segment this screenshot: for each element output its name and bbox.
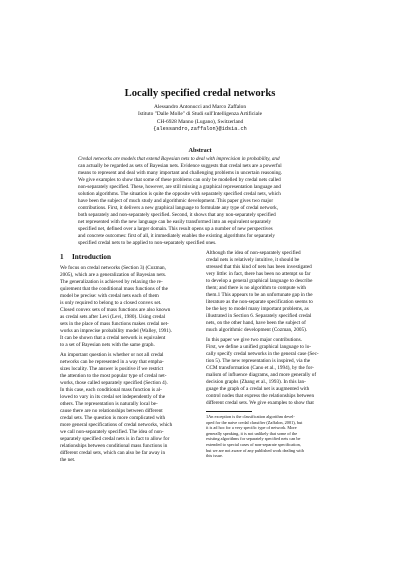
abstract-line: specified credal nets to be applied to non-separately specified ones. <box>78 240 217 246</box>
paper-title: Locally specified credal networks <box>124 88 276 99</box>
body-line: be the key to model many important problems, as <box>206 306 309 312</box>
body-line: very little: in fact, there has been no attempt so far <box>206 271 311 277</box>
body-line: stressed that this kind of nets has been investigated <box>206 264 312 270</box>
body-line: works, those called separately specified (Section 4). <box>60 380 168 386</box>
body-line: we call non-separately specified. The idea of non- <box>60 429 164 435</box>
body-line: We focus on credal networks (Section 3) (Cozman, <box>60 265 166 271</box>
body-line: relationships between conditional mass functions in <box>60 443 168 449</box>
body-line: In this paper we give two major contributions. <box>206 337 302 343</box>
body-line: malism of influence diagrams, and more generally of <box>206 372 317 378</box>
address: CH-6928 Manno (Lugano), Switzerland <box>156 118 244 125</box>
abstract-line: net represented with the new language can be easily transformed into an equivalent separately <box>78 219 272 225</box>
abstract-line: contributions. First, it delivers a new graphical language to formulate any type of credal network, <box>78 205 278 211</box>
body-line: the net. <box>60 457 76 463</box>
abstract-line: solution algorithms. The situation is quite the opposite with separately specified credal nets, which <box>78 191 281 197</box>
section-title: Introduction <box>72 253 112 261</box>
author-block <box>0 104 400 134</box>
body-line: nets, on the other hand, have been the subject of <box>206 320 306 326</box>
body-line: to develop a general graphical language to describe <box>206 278 313 284</box>
abstract-line: We give examples to show that some of these problems can only be modelled by credal nets called <box>78 177 281 183</box>
abstract-line: have been the subject of much study and algorithmic development. This paper gives two major <box>78 198 274 204</box>
body-line: quirement that the conditional mass functions of the <box>60 286 168 292</box>
body-line: First, we define a unified graphical language to lo- <box>206 344 312 350</box>
body-line: sets in the place of mass functions makes credal net- <box>60 321 169 327</box>
body-line: In this case, each conditional mass function is al- <box>60 387 162 393</box>
email: {alessandro,zaffalon}@idsia.ch <box>153 126 247 133</box>
body-line: literature as the non-separate specification seems to <box>206 299 313 305</box>
footnote-line: existing algorithms for separately specified nets can be <box>206 436 301 442</box>
body-line: 2005), which are a generalization of Bayesian nets. <box>60 272 167 278</box>
footnote-line: this issue. <box>206 453 223 459</box>
body-line: much algorithmic development (Cozman, 2005). <box>206 327 308 333</box>
body-line: An important question is whether or not all credal <box>60 352 164 358</box>
body-line: different credal sets. We give examples to show that <box>206 400 314 406</box>
body-line: as credal sets after Levi (Levi, 1980). Using credal <box>60 314 166 320</box>
body-line: works an imprecise probability model (Walley, 1991). <box>60 328 172 334</box>
body-line: the attention to the most popular type of credal net- <box>60 373 167 379</box>
body-line: It can be shown that a credal network is equivalent <box>60 335 166 341</box>
body-line: different credal sets, which can also be far away in <box>60 450 166 456</box>
body-line: tion 5). The new representation is inspired, via the <box>206 358 311 364</box>
body-line: model be precise: with credal nets each of them <box>60 293 159 299</box>
body-line: cause there are no relationships between different <box>60 408 163 414</box>
body-line: separately specified credal nets is in fact to allow for <box>60 436 170 442</box>
footnote <box>206 414 340 459</box>
body-line: them.1 This appears to be an unfortunate gap in the <box>206 292 313 298</box>
footnote-line: it is ad hoc for a very specific type of network. More <box>206 425 297 431</box>
body-line: control nodes that express the relationships between <box>206 393 315 399</box>
section-heading <box>60 252 194 262</box>
abstract-line: specified net, defined over a larger domain. This result opens up a number of new perspectives <box>78 226 273 232</box>
body-line: illustrated in Section 6. Separately specified credal <box>206 313 312 319</box>
abstract-line: means to represent and deal with many important and challenging problems in uncertain reasoning. <box>78 170 283 176</box>
body-line: networks can be represented in a way that empha- <box>60 359 164 365</box>
body-line: decision graphs (Zhang et al., 1993). In this lan- <box>206 379 306 385</box>
abstract-line: can actually be regarded as sets of Bayesian nets. Evidence suggests that credal nets are a powerful <box>78 163 282 169</box>
footnote-line: 1An exception is the classification algorithm devel- <box>206 414 295 419</box>
section-number: 1 <box>60 253 64 261</box>
footnote-rule <box>206 411 252 412</box>
body-line: others. The representation is naturally local be- <box>60 401 158 407</box>
body-line: credal nets is relatively intuitive, it should be <box>206 257 300 263</box>
body-line: to a set of Bayesian nets with the same graph. <box>60 342 155 348</box>
affiliation: Istituto "Dalle Molle" di Studi sull'Intelligenza Artificiale <box>138 111 262 118</box>
footnote-line: generally speaking, it is not unlikely that some of the <box>206 430 298 436</box>
body-line: sizes locality. The answer is positive if we restrict <box>60 366 164 372</box>
right-column <box>206 250 340 459</box>
body-line: is only required to belong to a closed convex set. <box>60 300 162 306</box>
footnote-line: oped for the naive credal classifier (Zaffalon, 2001), but <box>206 419 303 425</box>
body-line: cally specify credal networks in the general case (Sec- <box>206 351 319 357</box>
abstract-line: both separately and non-separately specified. Second, it shows that any non-separately specified <box>78 212 276 218</box>
left-column <box>60 252 194 464</box>
body-line: credal sets. The question is more complicated with <box>60 415 166 421</box>
abstract-line-text: Credal networks are models that extend Bayesian nets to deal with imprecision in probability, and <box>78 156 280 162</box>
abstract-line: and concrete outcomes: first of all, it immediately enables the existing algorithms for separately <box>78 233 275 239</box>
footnote-line: extended to special cases of non-separate specification, <box>206 441 301 447</box>
body-line: lowed to vary in its credal set independently of the <box>60 394 166 400</box>
author-names: Alessandro Antonucci and Marco Zaffalon <box>153 104 247 110</box>
abstract-line <box>78 156 322 163</box>
abstract-heading: Abstract <box>188 147 212 154</box>
body-line: guage the graph of a credal net is augmented with <box>206 386 310 392</box>
body-line: Although the idea of non-separately specified <box>206 250 301 256</box>
abstract-line: non-separately specified. These, however, are still missing a graphical representation language and <box>78 184 281 190</box>
body-line: them; and there is no algorithm to compute with <box>206 285 306 291</box>
footnote-line: but we are not aware of any published work dealing with <box>206 447 304 453</box>
abstract-body <box>78 156 322 247</box>
body-line: The generalization is achieved by relaxing the re- <box>60 279 163 285</box>
body-line: more general specifications of credal networks, which <box>60 422 173 428</box>
body-line: CCM transformation (Cano et al., 1994), by the for- <box>206 365 314 371</box>
body-line: Closed convex sets of mass functions are also known <box>60 307 171 313</box>
